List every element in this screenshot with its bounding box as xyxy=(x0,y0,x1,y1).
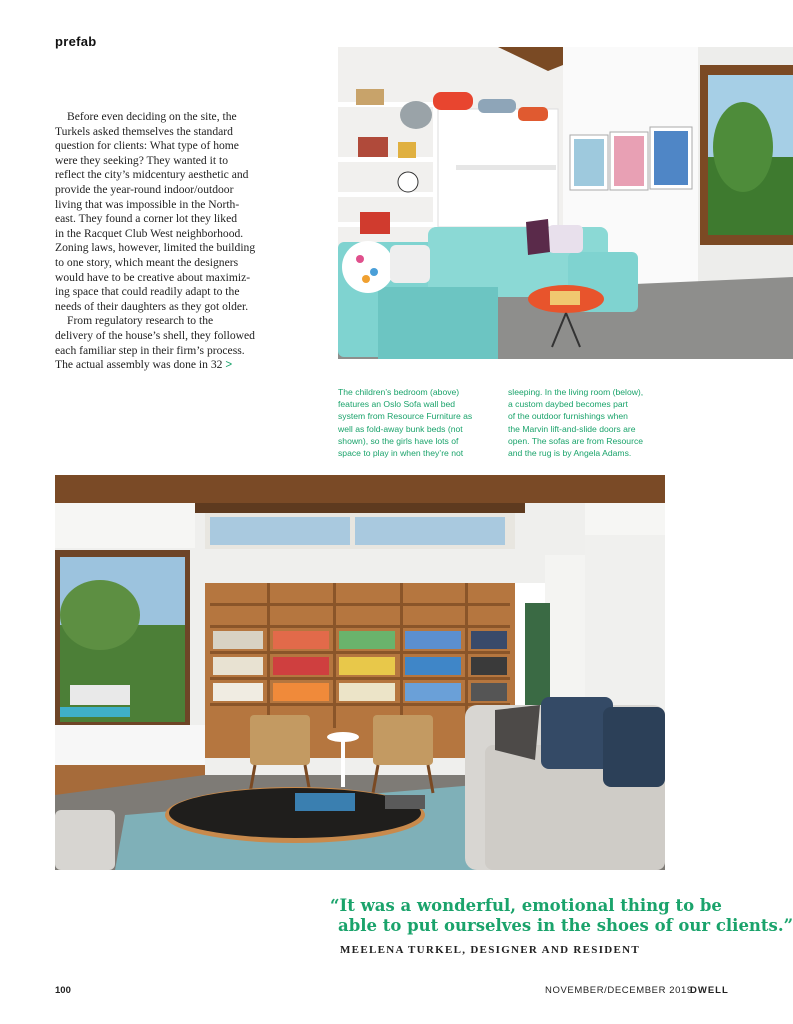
text-line: in the Racquet Club West neighborhood. xyxy=(55,226,244,240)
continued-arrow[interactable]: > xyxy=(225,358,233,372)
quote-line: “It was a wonderful, emotional thing to be xyxy=(330,896,722,915)
bedroom-photo xyxy=(338,47,793,359)
text-line: question for clients: What type of home xyxy=(55,139,239,153)
text-line-last xyxy=(55,358,277,373)
paragraph-1 xyxy=(55,110,277,314)
caption-line: space to play in when they’re not xyxy=(338,448,464,459)
text-line: reflect the city’s midcentury aesthetic and xyxy=(55,168,249,182)
issue-date: NOVEMBER/DECEMBER 2019 xyxy=(545,985,693,996)
text-line: needs of their daughters as they got older. xyxy=(55,299,249,313)
text-line: were they seeking? They wanted it to xyxy=(55,153,228,167)
caption-line: system from Resource Furniture as xyxy=(338,411,473,422)
caption-line: the Marvin lift-and-slide doors are xyxy=(508,423,636,434)
pull-quote xyxy=(330,896,793,936)
article-body xyxy=(55,110,277,373)
quote-attribution: MEELENA TURKEL, DESIGNER AND RESIDENT xyxy=(340,944,641,956)
text-line: The actual assembly was done in 32 xyxy=(55,358,223,372)
text-line: delivery of the house’s shell, they followed xyxy=(55,328,255,342)
text-line: provide the year-round indoor/outdoor xyxy=(55,182,234,196)
page-number: 100 xyxy=(55,985,71,996)
caption-line: sleeping. In the living room (below), xyxy=(508,387,644,397)
text-line: Before even deciding on the site, the xyxy=(67,110,237,123)
text-line: From regulatory research to the xyxy=(67,314,214,328)
caption-line: a custom daybed becomes part xyxy=(508,399,628,410)
text-line: east. They found a corner lot they liked xyxy=(55,212,238,226)
caption-col-2 xyxy=(508,386,658,459)
paragraph-2 xyxy=(55,314,277,372)
caption-line: shown), so the girls have lots of xyxy=(338,435,459,446)
text-line: each familiar step in their firm’s process. xyxy=(55,343,245,357)
caption-col-1 xyxy=(338,386,488,459)
magazine-name: DWELL xyxy=(690,985,729,996)
text-line: would have to be creative about maximiz- xyxy=(55,270,251,284)
text-line: to one story, which meant the designers xyxy=(55,255,239,269)
caption-line: features an Oslo Sofa wall bed xyxy=(338,399,456,410)
caption-line: well as fold-away bunk beds (not xyxy=(338,423,463,434)
text-line: ing space that could readily adapt to the xyxy=(55,285,240,299)
caption-line: The children’s bedroom (above) xyxy=(338,387,460,397)
caption-line: and the rug is by Angela Adams. xyxy=(508,448,632,459)
text-line: living that was impossible in the North- xyxy=(55,197,240,211)
text-line: Zoning laws, however, limited the building xyxy=(55,241,256,255)
quote-line: able to put ourselves in the shoes of our clients.” xyxy=(338,916,793,935)
text-line: Turkels asked themselves the standard xyxy=(55,124,233,138)
section-label: prefab xyxy=(55,34,97,49)
caption-line: of the outdoor furnishings when xyxy=(508,411,628,422)
caption-line: open. The sofas are from Resource xyxy=(508,435,644,446)
living-room-photo xyxy=(55,475,665,870)
